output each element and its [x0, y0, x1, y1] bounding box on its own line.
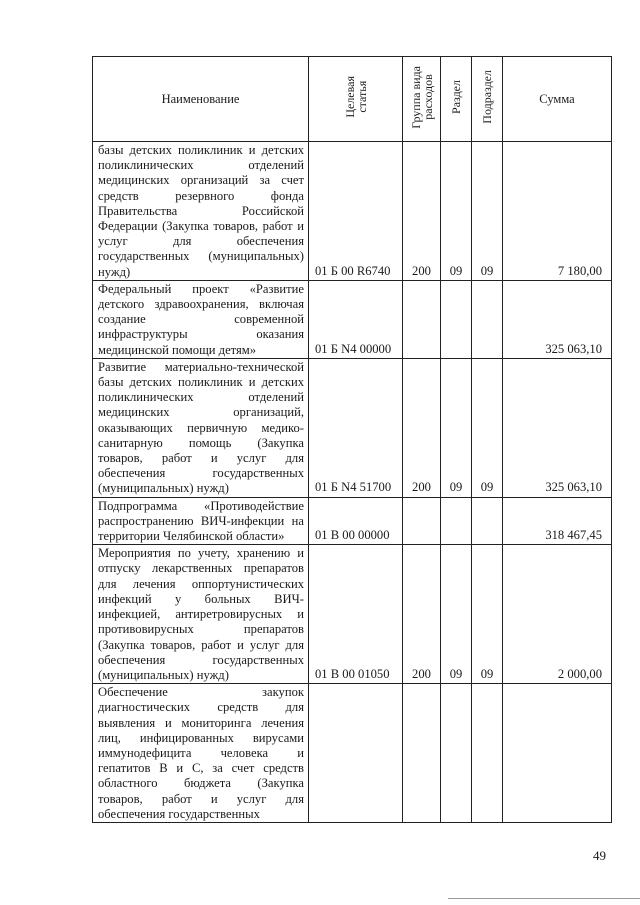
- row-sum: 7 180,00: [503, 142, 612, 281]
- row-section: [441, 497, 472, 545]
- row-group: [403, 280, 441, 358]
- row-subsection: 09: [472, 545, 503, 684]
- row-code: 01 Б N4 00000: [309, 280, 403, 358]
- row-group: 200: [403, 142, 441, 281]
- budget-table: [92, 56, 612, 823]
- table-row: [93, 497, 612, 545]
- row-group: [403, 497, 441, 545]
- row-group: [403, 684, 441, 823]
- row-section: [441, 280, 472, 358]
- row-subsection: 09: [472, 358, 503, 497]
- table-row: [93, 358, 612, 497]
- header-subsection: Подраздел: [472, 57, 503, 142]
- row-name: Мероприятия по учету, хранению и отпуску лекарственных препаратов для лечения оппортунистических инфекций у больных ВИЧ-инфекцией, антиретровирусных и противовирусных препаратов (Закупка товаров, работ и услуг для обеспечения государственных (муниципальных) нужд): [93, 545, 309, 684]
- table-row: [93, 142, 612, 281]
- row-subsection: 09: [472, 142, 503, 281]
- row-code: 01 В 00 01050: [309, 545, 403, 684]
- header-expense-group: Группа вида расходов: [403, 57, 441, 142]
- row-sum: 2 000,00: [503, 545, 612, 684]
- row-section: 09: [441, 545, 472, 684]
- row-name: базы детских поликлиник и детских поликлинических отделений медицинских организаций за счет средств резервного фонда Правительства Российской Федерации (Закупка товаров, работ и услуг для обеспечения государственных (муниципальных) нужд): [93, 142, 309, 281]
- header-sum: Сумма: [503, 57, 612, 142]
- row-subsection: [472, 280, 503, 358]
- row-sum: 325 063,10: [503, 280, 612, 358]
- row-name: Федеральный проект «Развитие детского здравоохранения, включая создание современной инфраструктуры оказания медицинской помощи детям»: [93, 280, 309, 358]
- row-sum: 318 467,45: [503, 497, 612, 545]
- table-header-row: [93, 57, 612, 142]
- table-row: [93, 280, 612, 358]
- row-code: 01 Б 00 R6740: [309, 142, 403, 281]
- row-section: 09: [441, 142, 472, 281]
- row-subsection: [472, 684, 503, 823]
- header-section: Раздел: [441, 57, 472, 142]
- row-name: Обеспечение закупок диагностических средств для выявления и мониторинга лечения лиц, инфицированных вирусами иммунодефицита человека и гепатитов B и C, за счет средств областного бюджета (Закупка товаров, работ и услуг для обеспечения государственных: [93, 684, 309, 823]
- row-group: 200: [403, 358, 441, 497]
- row-sum: [503, 684, 612, 823]
- table-row: [93, 545, 612, 684]
- row-subsection: [472, 497, 503, 545]
- row-name: Развитие материально-технической базы детских поликлиник и детских поликлинических отделений медицинских организаций, оказывающих первичную медико-санитарную помощь (Закупка товаров, работ и услуг для обеспечения государственных (муниципальных) нужд): [93, 358, 309, 497]
- footer-divider: [448, 898, 640, 899]
- row-sum: 325 063,10: [503, 358, 612, 497]
- header-name: Наименование: [93, 57, 309, 142]
- row-section: 09: [441, 358, 472, 497]
- table-row: [93, 684, 612, 823]
- row-section: [441, 684, 472, 823]
- row-code: 01 В 00 00000: [309, 497, 403, 545]
- row-code: 01 Б N4 51700: [309, 358, 403, 497]
- row-group: 200: [403, 545, 441, 684]
- row-name: Подпрограмма «Противодействие распространению ВИЧ-инфекции на территории Челябинской области»: [93, 497, 309, 545]
- row-code: [309, 684, 403, 823]
- page-number: 49: [593, 848, 606, 863]
- header-target-article: Целевая статья: [309, 57, 403, 142]
